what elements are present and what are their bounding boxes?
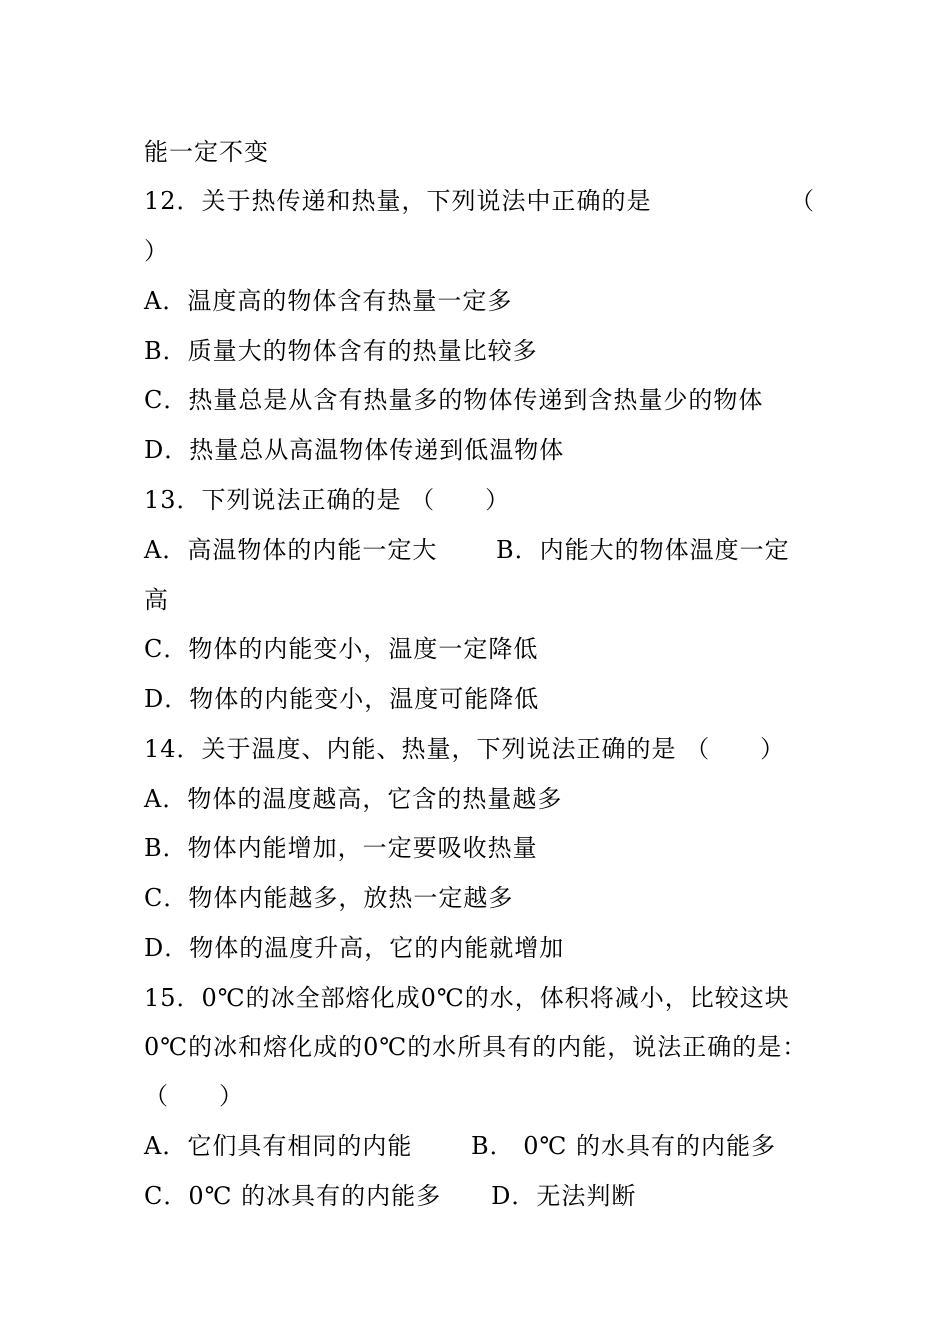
- question-13-option-c: C．物体的内能变小，温度一定降低: [144, 635, 539, 663]
- question-13-option-d: D．物体的内能变小，温度可能降低: [144, 685, 540, 713]
- question-15-options-cd: C．0℃ 的冰具有的内能多 D．无法判断: [144, 1182, 637, 1210]
- question-13-options-ab: A．高温物体的内能一定大 B．内能大的物体温度一定: [144, 536, 790, 564]
- question-12-option-c: C．热量总是从含有热量多的物体传递到含热量少的物体: [144, 386, 764, 414]
- question-13-option-b-wrap: 高: [144, 586, 169, 614]
- question-15-options-ab: A．它们具有相同的内能 B． 0℃ 的水具有的内能多: [144, 1132, 776, 1160]
- question-14-option-b: B．物体内能增加，一定要吸收热量: [144, 834, 538, 862]
- question-13-stem: 13．下列说法正确的是 （ ）: [144, 486, 511, 514]
- question-12-option-d: D．热量总从高温物体传递到低温物体: [144, 436, 565, 464]
- question-12-open-paren: （: [790, 187, 814, 215]
- question-12-option-a: A．温度高的物体含有热量一定多: [144, 287, 513, 315]
- text-line-continuation: 能一定不变: [144, 138, 269, 166]
- question-12-stem: 12．关于热传递和热量，下列说法中正确的是: [144, 187, 652, 215]
- question-15-stem-line1: 15．0℃的冰全部熔化成0℃的水，体积将减小，比较这块: [144, 984, 790, 1012]
- question-14-option-a: A．物体的温度越高，它含的热量越多: [144, 785, 563, 813]
- question-14-option-c: C．物体内能越多，放热一定越多: [144, 884, 514, 912]
- question-15-stem-line2: 0℃的冰和熔化成的0℃的水所具有的内能，说法正确的是：: [144, 1033, 808, 1061]
- question-12-option-b: B．质量大的物体含有的热量比较多: [144, 337, 538, 365]
- question-12-close-paren: ）: [144, 237, 169, 265]
- question-14-option-d: D．物体的温度升高，它的内能就增加: [144, 934, 565, 962]
- question-14-stem: 14．关于温度、内能、热量，下列说法正确的是 （ ）: [144, 735, 786, 763]
- question-15-answer-paren: （ ）: [144, 1082, 244, 1110]
